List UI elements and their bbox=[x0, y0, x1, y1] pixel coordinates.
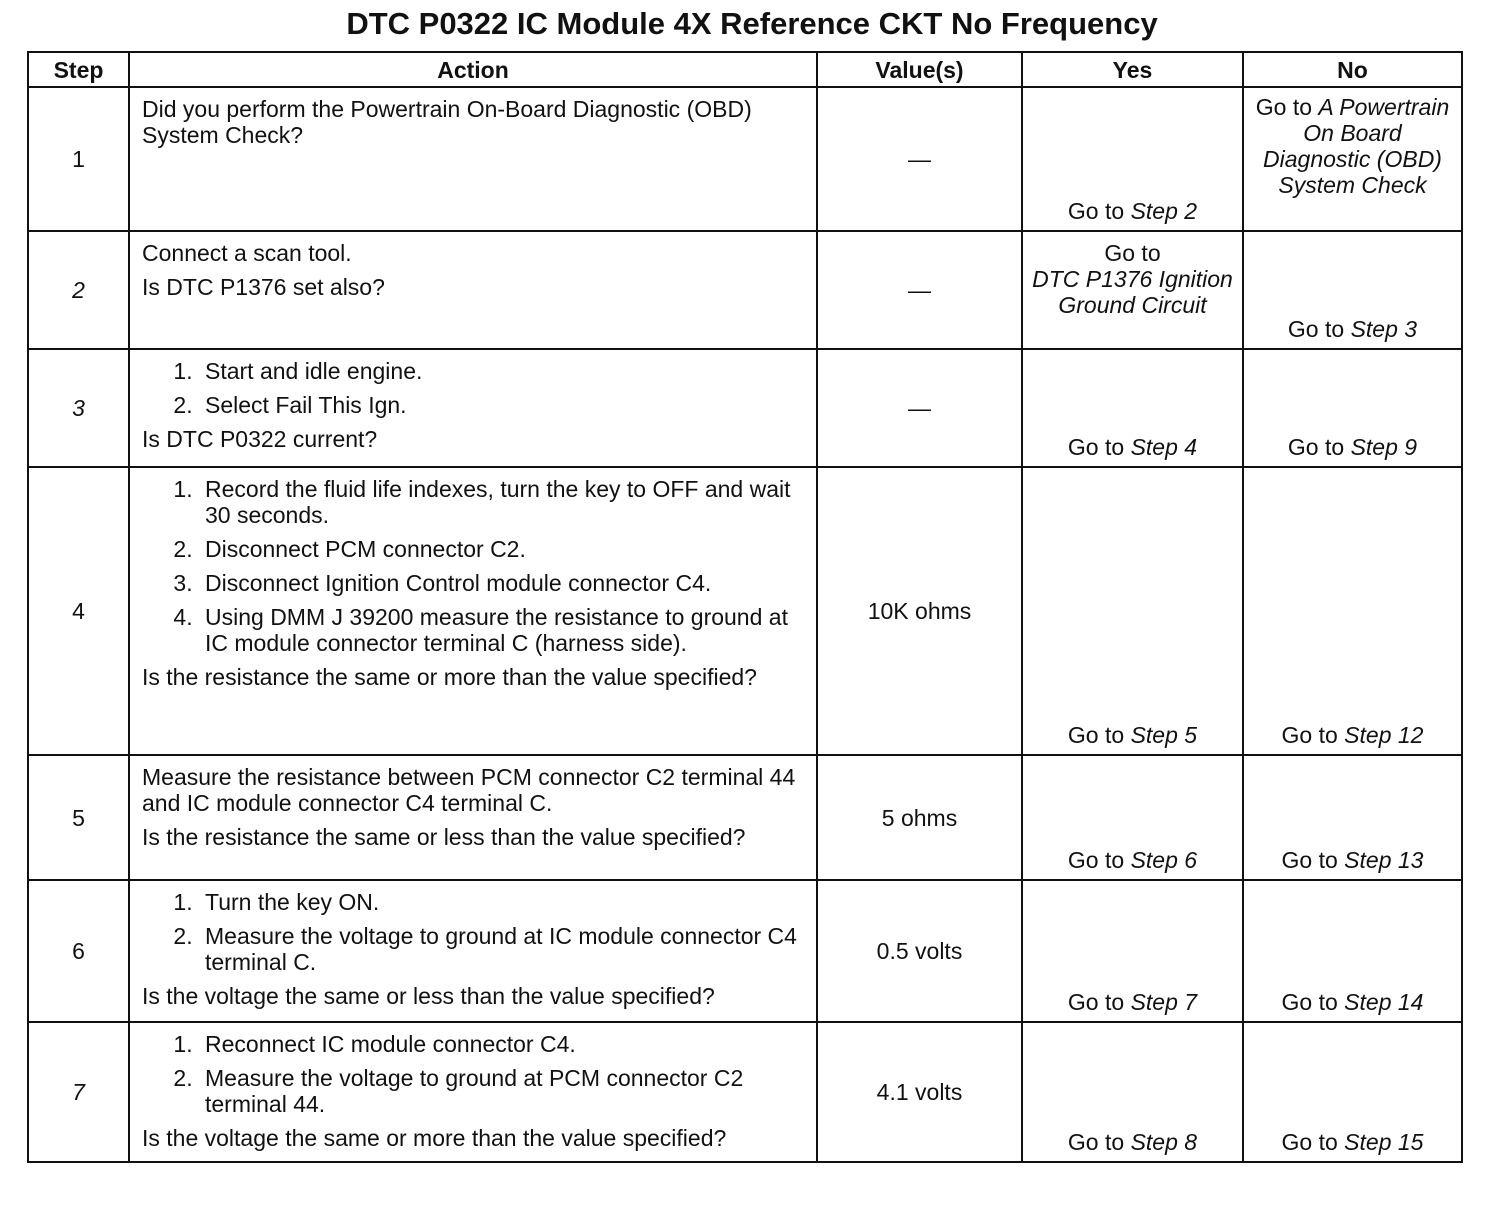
action-question: Is the voltage the same or less than the value specified? bbox=[142, 983, 715, 1009]
value-cell: 0.5 volts bbox=[817, 880, 1022, 1022]
table-row bbox=[28, 87, 1462, 231]
action-step: 1. Turn the key ON. bbox=[199, 889, 804, 915]
header-row bbox=[28, 52, 1462, 87]
action-steps bbox=[142, 358, 804, 418]
no-cell bbox=[1243, 349, 1462, 467]
table-row bbox=[28, 231, 1462, 349]
value-cell: — bbox=[817, 231, 1022, 349]
no-ref: Step 15 bbox=[1344, 1129, 1424, 1155]
action-step: 2. Measure the voltage to ground at IC module connector C4 terminal C. bbox=[199, 923, 804, 975]
yes-ref: Step 7 bbox=[1130, 989, 1198, 1015]
action-step: 3. Disconnect Ignition Control module connector C4. bbox=[199, 570, 804, 596]
action-cell bbox=[129, 231, 817, 349]
no-prefix: Go to bbox=[1287, 434, 1351, 460]
no-cell bbox=[1243, 755, 1462, 880]
action-step: 4. Using DMM J 39200 measure the resistance to ground at IC module connector terminal C (harness side). bbox=[199, 604, 804, 656]
action-cell bbox=[129, 755, 817, 880]
step-number: 7 bbox=[28, 1022, 129, 1162]
no-ref: Step 13 bbox=[1344, 847, 1424, 873]
yes-ref: Step 5 bbox=[1130, 722, 1198, 748]
step-number: 4 bbox=[28, 467, 129, 755]
value-cell: 10K ohms bbox=[817, 467, 1022, 755]
value-cell: 5 ohms bbox=[817, 755, 1022, 880]
action-cell bbox=[129, 1022, 817, 1162]
action-step: 2. Disconnect PCM connector C2. bbox=[199, 536, 804, 562]
no-ref: Step 9 bbox=[1350, 434, 1418, 460]
action-step: 1. Record the fluid life indexes, turn the key to OFF and wait 30 seconds. bbox=[199, 476, 804, 528]
no-prefix: Go to bbox=[1255, 94, 1319, 120]
action-question: Is the resistance the same or more than the value specified? bbox=[142, 664, 757, 690]
header-value: Value(s) bbox=[817, 52, 1022, 87]
yes-prefix: Go to bbox=[1067, 198, 1131, 224]
yes-prefix: Go to bbox=[1067, 1129, 1131, 1155]
table-row bbox=[28, 349, 1462, 467]
no-prefix: Go to bbox=[1281, 722, 1345, 748]
action-cell bbox=[129, 880, 817, 1022]
action-step: 1. Reconnect IC module connector C4. bbox=[199, 1031, 804, 1057]
action-text: Connect a scan tool. bbox=[142, 240, 352, 266]
action-step: 2. Select Fail This Ign. bbox=[199, 392, 804, 418]
table-row bbox=[28, 880, 1462, 1022]
yes-cell bbox=[1022, 755, 1243, 880]
yes-prefix: Go to bbox=[1104, 240, 1161, 266]
header-yes: Yes bbox=[1022, 52, 1243, 87]
step-number: 1 bbox=[28, 87, 129, 231]
no-ref: A Powertrain On Board Diagnostic (OBD) System Check bbox=[1263, 94, 1450, 198]
yes-ref: DTC P1376 Ignition Ground Circuit bbox=[1032, 266, 1233, 318]
no-prefix: Go to bbox=[1281, 1129, 1345, 1155]
yes-ref: Step 2 bbox=[1130, 198, 1198, 224]
value-cell: — bbox=[817, 87, 1022, 231]
no-cell bbox=[1243, 467, 1462, 755]
step-number: 3 bbox=[28, 349, 129, 467]
yes-cell bbox=[1022, 231, 1243, 349]
no-ref: Step 12 bbox=[1344, 722, 1424, 748]
yes-ref: Step 8 bbox=[1130, 1129, 1198, 1155]
step-number: 2 bbox=[28, 231, 129, 349]
action-steps bbox=[142, 1031, 804, 1117]
no-cell bbox=[1243, 880, 1462, 1022]
action-cell bbox=[129, 87, 817, 231]
value-cell: 4.1 volts bbox=[817, 1022, 1022, 1162]
action-steps bbox=[142, 476, 804, 656]
step-number: 5 bbox=[28, 755, 129, 880]
action-text: Did you perform the Powertrain On-Board Diagnostic (OBD) System Check? bbox=[142, 96, 752, 148]
yes-prefix: Go to bbox=[1067, 847, 1131, 873]
no-prefix: Go to bbox=[1287, 316, 1351, 342]
page-title: DTC P0322 IC Module 4X Reference CKT No Frequency bbox=[346, 6, 1158, 41]
table-row bbox=[28, 1022, 1462, 1162]
action-question: Is the voltage the same or more than the value specified? bbox=[142, 1125, 727, 1151]
action-question: Is DTC P1376 set also? bbox=[142, 274, 385, 300]
action-question: Is the resistance the same or less than the value specified? bbox=[142, 824, 746, 850]
header-action: Action bbox=[129, 52, 817, 87]
table-row bbox=[28, 467, 1462, 755]
header-no: No bbox=[1243, 52, 1462, 87]
no-cell bbox=[1243, 231, 1462, 349]
yes-ref: Step 6 bbox=[1130, 847, 1198, 873]
action-text: Measure the resistance between PCM connector C2 terminal 44 and IC module connector C4 terminal C. bbox=[142, 764, 796, 816]
no-cell bbox=[1243, 87, 1462, 231]
action-cell bbox=[129, 349, 817, 467]
no-prefix: Go to bbox=[1281, 847, 1345, 873]
yes-cell bbox=[1022, 467, 1243, 755]
yes-prefix: Go to bbox=[1067, 434, 1131, 460]
no-ref: Step 14 bbox=[1344, 989, 1424, 1015]
action-steps bbox=[142, 889, 804, 975]
yes-prefix: Go to bbox=[1067, 722, 1131, 748]
value-cell: — bbox=[817, 349, 1022, 467]
yes-prefix: Go to bbox=[1067, 989, 1131, 1015]
diagnostic-table bbox=[27, 51, 1463, 1163]
action-question: Is DTC P0322 current? bbox=[142, 426, 378, 452]
step-number: 6 bbox=[28, 880, 129, 1022]
yes-cell bbox=[1022, 880, 1243, 1022]
table-row bbox=[28, 755, 1462, 880]
no-cell bbox=[1243, 1022, 1462, 1162]
action-step: 2. Measure the voltage to ground at PCM connector C2 terminal 44. bbox=[199, 1065, 804, 1117]
no-prefix: Go to bbox=[1281, 989, 1345, 1015]
yes-ref: Step 4 bbox=[1130, 434, 1198, 460]
no-ref: Step 3 bbox=[1350, 316, 1418, 342]
header-step: Step bbox=[28, 52, 129, 87]
yes-cell bbox=[1022, 1022, 1243, 1162]
action-cell bbox=[129, 467, 817, 755]
yes-cell bbox=[1022, 349, 1243, 467]
action-step: 1. Start and idle engine. bbox=[199, 358, 804, 384]
yes-cell bbox=[1022, 87, 1243, 231]
